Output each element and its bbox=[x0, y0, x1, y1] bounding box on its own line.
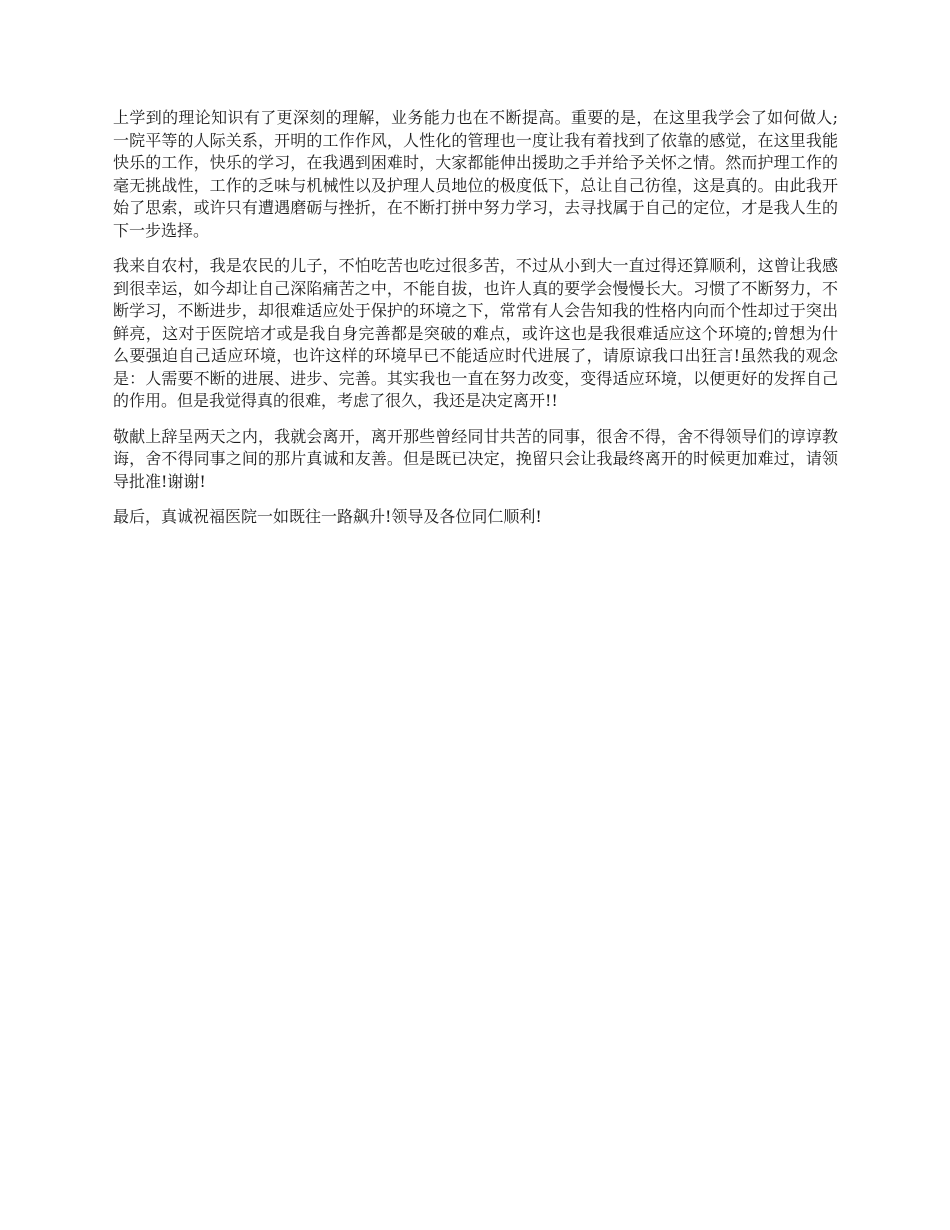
document-body bbox=[113, 107, 838, 542]
paragraph-1: 上学到的理论知识有了更深刻的理解，业务能力也在不断提高。重要的是，在这里我学会了如何做人;一院平等的人际关系，开明的工作作风，人性化的管理也一度让我有着找到了依靠的感觉，在这里我能快乐的工作，快乐的学习，在我遇到困难时，大家都能伸出援助之手并给予关怀之情。然而护理工作的毫无挑战性，工作的乏味与机械性以及护理人员地位的极度低下，总让自己彷徨，这是真的。由此我开始了思索，或许只有遭遇磨砺与挫折，在不断打拼中努力学习，去寻找属于自己的定位，才是我人生的下一步选择。 bbox=[113, 108, 838, 240]
paragraph-4: 最后，真诚祝福医院一如既往一路飙升!领导及各位同仁顺利! bbox=[113, 507, 542, 526]
paragraph-3: 敬献上辞呈两天之内，我就会离开，离开那些曾经同甘共苦的同事，很舍不得，舍不得领导们的谆谆教诲，舍不得同事之间的那片真诚和友善。但是既已决定，挽留只会让我最终离开的时候更加难过，请领导批准!谢谢! bbox=[113, 426, 838, 491]
paragraph-2: 我来自农村，我是农民的儿子，不怕吃苦也吃过很多苦，不过从小到大一直过得还算顺利，这曾让我感到很幸运，如今却让自己深陷痛苦之中，不能自拔，也许人真的要学会慢慢长大。习惯了不断努力，不断学习，不断进步，却很难适应处于保护的环境之下，常常有人会告知我的性格内向而个性却过于突出鲜亮，这对于医院培才或是我自身完善都是突破的难点，或许这也是我很难适应这个环境的;曾想为什么要强迫自己适应环境，也许这样的环境早已不能适应时代进展了，请原谅我口出狂言!虽然我的观念是：人需要不断的进展、进步、完善。其实我也一直在努力改变，变得适应环境，以便更好的发挥自己的作用。但是我觉得真的很难，考虑了很久，我还是决定离开!! bbox=[113, 256, 838, 410]
